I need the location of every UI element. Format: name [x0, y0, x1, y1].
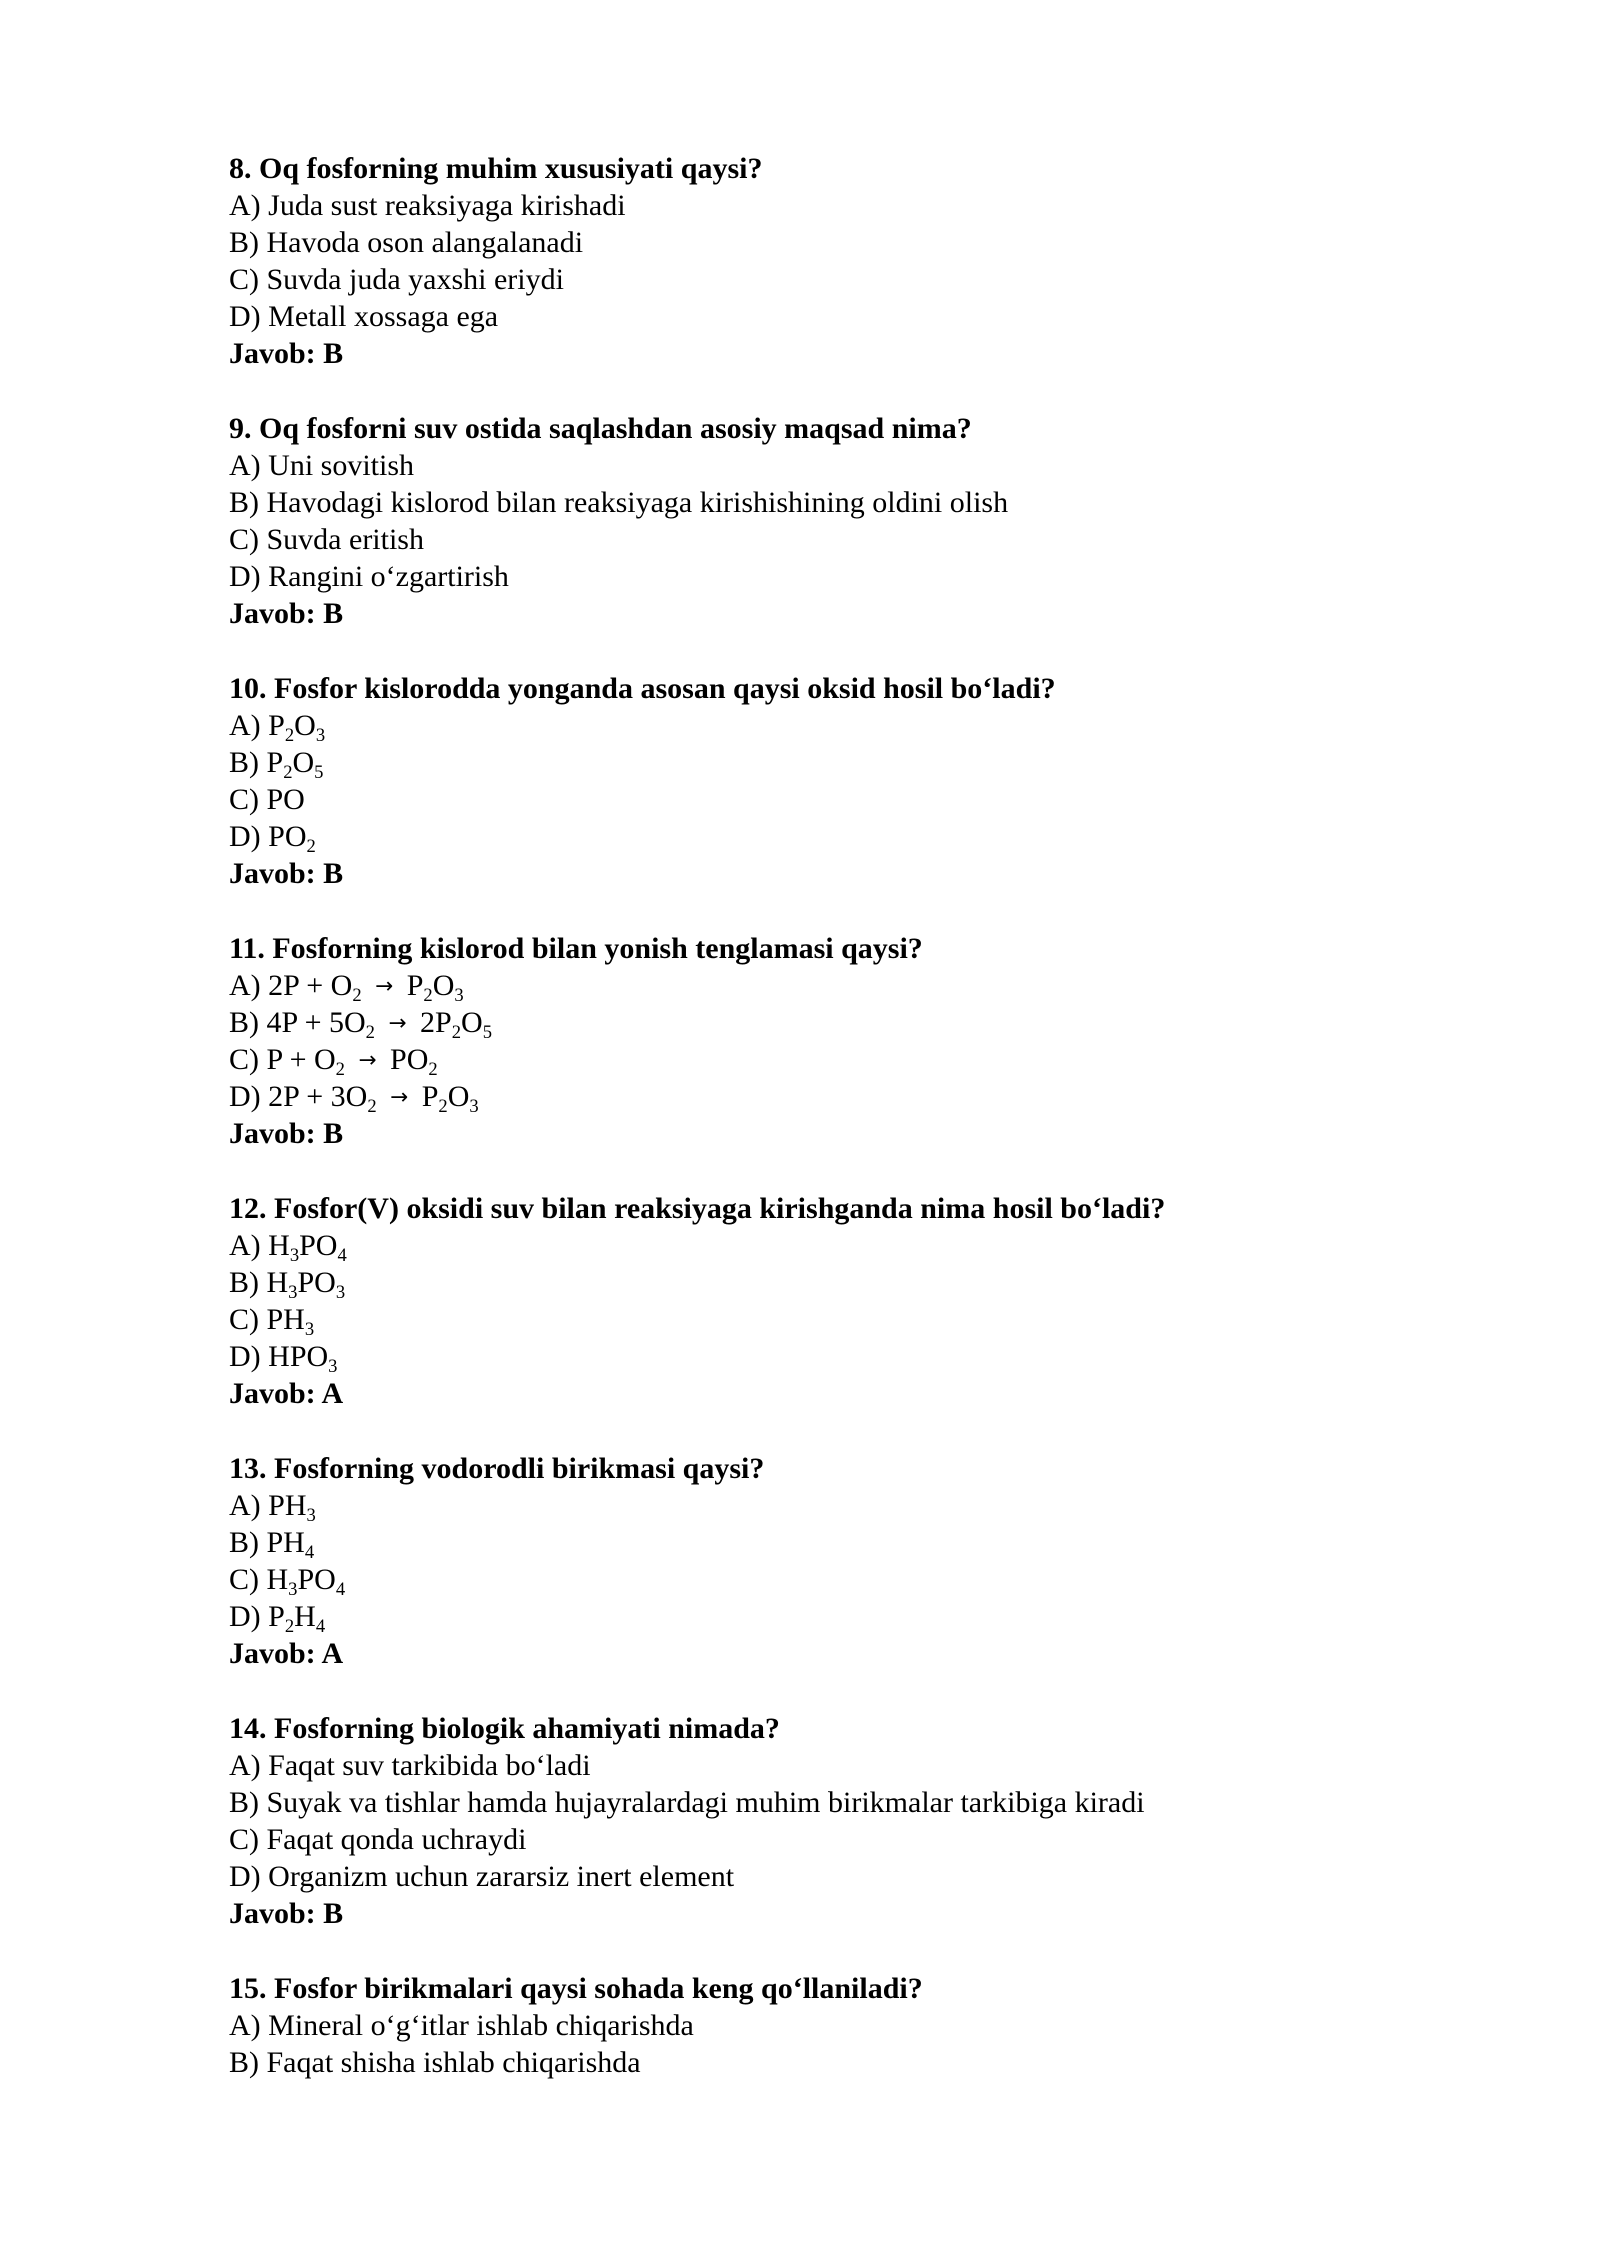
subscript: 3 [304, 1318, 315, 1340]
question-14 [229, 1710, 1529, 1932]
option-d: D) Metall xossaga ega [229, 300, 499, 333]
question-11 [229, 930, 1529, 1152]
option-c: C) $P + O_2 \to PO_2$ [229, 1043, 438, 1080]
option-a: A) $PH_3$ [229, 1489, 316, 1526]
option-d: D) Rangini o‘zgartirish [229, 560, 509, 593]
option-b: B) $4P + 5O_2 \to 2P_2O_5$ [229, 1006, 492, 1043]
subscript: 2 [365, 1021, 375, 1043]
subscript: 5 [314, 761, 324, 783]
question-title: 11. Fosforning kislorod bilan yonish tenglamasi qaysi? [229, 932, 923, 965]
option-c: C) Faqat qonda uchraydi [229, 1823, 527, 1856]
subscript: 3 [469, 1095, 479, 1117]
question-title: 12. Fosfor(V) oksidi suv bilan reaksiyaga kirishganda nima hosil bo‘ladi? [229, 1192, 1166, 1225]
subscript: 3 [315, 724, 326, 746]
option-b: B) Faqat shisha ishlab chiqarishda [229, 2046, 641, 2079]
question-title: 9. Oq fosforni suv ostida saqlashdan asosiy maqsad nima? [229, 412, 972, 445]
option-c: C) $PH_3$ [229, 1303, 315, 1340]
subscript: 3 [328, 1355, 338, 1377]
option-d: D) $2P + 3O_2 \to P_2O_3$ [229, 1080, 479, 1117]
question-8 [229, 150, 1529, 372]
question-15 [229, 1970, 1529, 2081]
option-d: D) $PO_2$ [229, 820, 316, 857]
subscript: 2 [423, 984, 433, 1006]
answer-key: Javob: B [229, 857, 344, 890]
reaction-arrow-icon: → [388, 1011, 407, 1037]
document-page [229, 150, 1529, 2119]
option-b: B) $P_2O_5$ [229, 746, 324, 783]
subscript: 2 [306, 835, 316, 857]
subscript: 4 [315, 1615, 326, 1637]
subscript: 4 [335, 1578, 346, 1600]
option-a: A) $P_2O_3$ [229, 709, 326, 746]
option-a: A) Juda sust reaksiyaga kirishadi [229, 189, 626, 222]
subscript: 3 [306, 1504, 316, 1526]
option-b: B) $PH_4$ [229, 1526, 315, 1563]
answer-key: Javob: B [229, 1897, 344, 1930]
subscript: 2 [284, 1615, 295, 1637]
subscript: 2 [352, 984, 362, 1006]
question-title: 10. Fosfor kislorodda yonganda asosan qaysi oksid hosil bo‘ladi? [229, 672, 1056, 705]
subscript: 5 [482, 1021, 492, 1043]
subscript: 3 [288, 1281, 298, 1303]
subscript: 2 [438, 1095, 448, 1117]
answer-key: Javob: B [229, 337, 344, 370]
subscript: 4 [304, 1541, 315, 1563]
question-title: 14. Fosforning biologik ahamiyati nimada? [229, 1712, 780, 1745]
option-a: A) Faqat suv tarkibida bo‘ladi [229, 1749, 591, 1782]
answer-key: Javob: A [229, 1637, 344, 1670]
question-10 [229, 670, 1529, 892]
option-c: C) $H_3PO_4$ [229, 1563, 346, 1600]
subscript: 3 [335, 1281, 346, 1303]
option-b: B) Havodagi kislorod bilan reaksiyaga kirishishining oldini olish [229, 486, 1009, 519]
subscript: 2 [451, 1021, 462, 1043]
option-a: A) Uni sovitish [229, 449, 415, 482]
option-c: C) PO [229, 783, 305, 816]
reaction-arrow-icon: → [390, 1085, 409, 1111]
option-a: A) Mineral o‘g‘itlar ishlab chiqarishda [229, 2009, 694, 2042]
subscript: 3 [454, 984, 464, 1006]
option-d: D) $P_2H_4$ [229, 1600, 326, 1637]
question-title: 13. Fosforning vodorodli birikmasi qaysi? [229, 1452, 765, 1485]
subscript: 4 [337, 1244, 347, 1266]
subscript: 2 [428, 1058, 438, 1080]
option-c: C) Suvda juda yaxshi eriydi [229, 263, 564, 296]
subscript: 2 [283, 761, 293, 783]
subscript: 2 [284, 724, 295, 746]
answer-key: Javob: B [229, 597, 344, 630]
question-9 [229, 410, 1529, 632]
subscript: 3 [289, 1244, 300, 1266]
question-title: 8. Oq fosforning muhim xususiyati qaysi? [229, 152, 763, 185]
answer-key: Javob: A [229, 1377, 344, 1410]
option-b: B) $H_3PO_3$ [229, 1266, 346, 1303]
option-d: D) $HPO_3$ [229, 1340, 338, 1377]
reaction-arrow-icon: → [375, 974, 394, 1000]
question-12 [229, 1190, 1529, 1412]
subscript: 3 [288, 1578, 298, 1600]
option-c: C) Suvda eritish [229, 523, 424, 556]
subscript: 2 [335, 1058, 345, 1080]
option-b: B) Havoda oson alangalanadi [229, 226, 584, 259]
subscript: 2 [367, 1095, 377, 1117]
option-d: D) Organizm uchun zararsiz inert element [229, 1860, 735, 1893]
reaction-arrow-icon: → [358, 1048, 377, 1074]
option-a: A) $H_3PO_4$ [229, 1229, 347, 1266]
question-13 [229, 1450, 1529, 1672]
option-a: A) $2P + O_2 \to P_2O_3$ [229, 969, 464, 1006]
option-b: B) Suyak va tishlar hamda hujayralardagi muhim birikmalar tarkibiga kiradi [229, 1786, 1145, 1819]
answer-key: Javob: B [229, 1117, 344, 1150]
question-title: 15. Fosfor birikmalari qaysi sohada keng qo‘llaniladi? [229, 1972, 923, 2005]
